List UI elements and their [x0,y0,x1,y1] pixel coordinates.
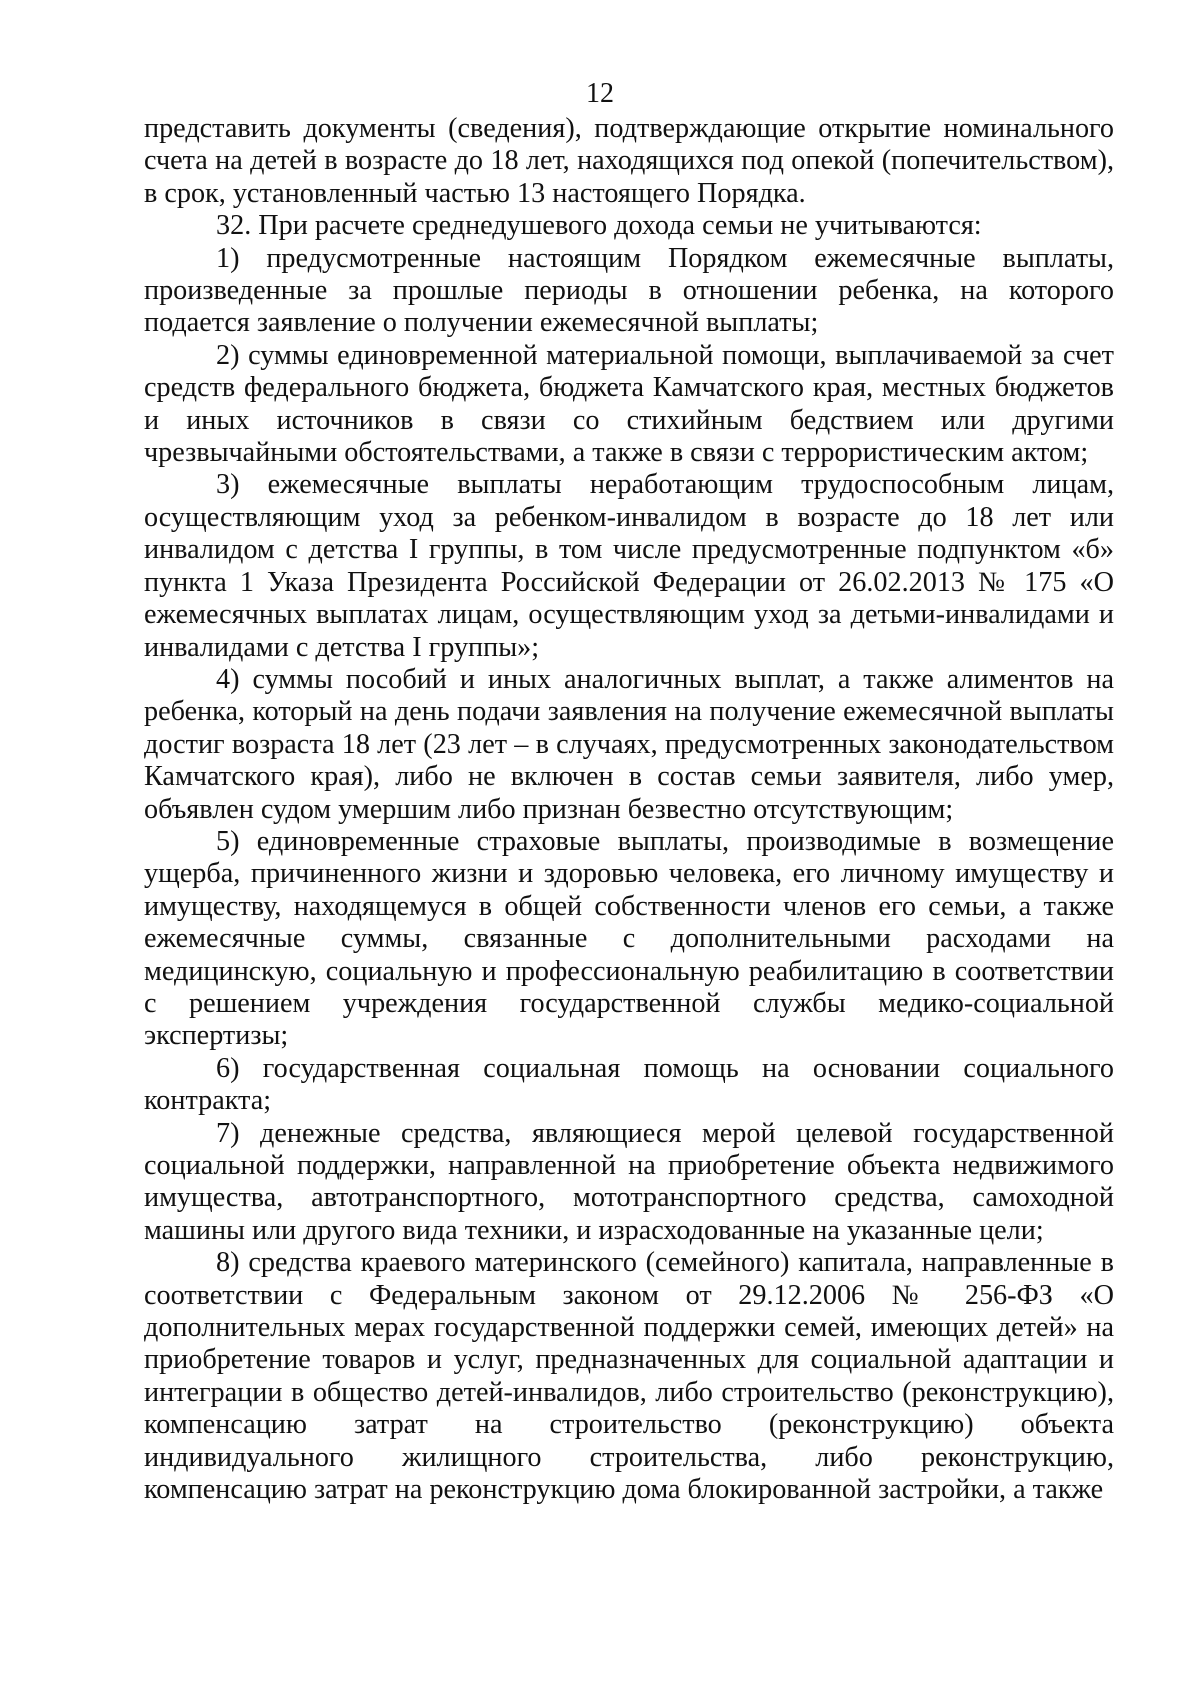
paragraph-item-2: 2) суммы единовременной материальной помощи, выплачиваемой за счет средств федерального бюджета, бюджета Камчатского края, местных бюджетов и иных источников в связи со стихийным бедствием или другими чрезвычайными обстоятельствами, а также в связи с террористическим актом; [144,339,1114,469]
paragraph-clause-32: 32. При расчете среднедушевого дохода семьи не учитываются: [216,210,982,242]
paragraph-item-8: 8) средства краевого материнского (семейного) капитала, направленные в соответствии с Федеральным законом от 29.12.2006 № 256-ФЗ «О дополнительных мерах государственной поддержки семей, имеющих детей» на приобретение товаров и услуг, предназначенных для социальной адаптации и интеграции в общество детей-инвалидов, либо строительство (реконструкцию), компенсацию затрат на строительство (реконструкцию) объекта индивидуального жилищного строительства, либо реконструкцию, компенсацию затрат на реконструкцию дома блокированной застройки, а также [144,1247,1114,1506]
paragraph-item-5: 5) единовременные страховые выплаты, производимые в возмещение ущерба, причиненного жизни и здоровью человека, его личному имуществу и имуществу, находящемуся в общей собственности членов его семьи, а также ежемесячные суммы, связанные с дополнительными расходами на медицинскую, социальную и профессиональную реабилитацию в соответствии с решением учреждения государственной службы медико-социальной экспертизы; [144,825,1114,1052]
page-number: 12 [586,78,614,109]
paragraph-continuation: представить документы (сведения), подтверждающие открытие номинального счета на детей в возрасте до 18 лет, находящихся под опекой (попечительством), в срок, установленный частью 13 настоящего Порядка. [144,113,1114,209]
paragraph-item-6: 6) государственная социальная помощь на основании социального контракта; [144,1052,1114,1117]
paragraph-item-3: 3) ежемесячные выплаты неработающим трудоспособным лицам, осуществляющим уход за ребенком-инвалидом в возрасте до 18 лет или инвалидом с детства I группы, в том числе предусмотренные подпунктом «б» пункта 1 Указа Президента Российской Федерации от 26.02.2013 № 175 «О ежемесячных выплатах лицам, осуществляющим уход за детьми-инвалидами и инвалидами с детства I группы»; [144,469,1114,663]
paragraph-item-4: 4) суммы пособий и иных аналогичных выплат, а также алиментов на ребенка, который на день подачи заявления на получение ежемесячной выплаты достиг возраста 18 лет (23 лет – в случаях, предусмотренных законодательством Камчатского края), либо не включен в состав семьи заявителя, либо умер, объявлен судом умершим либо признан безвестно отсутствующим; [144,663,1114,825]
paragraph-item-1: 1) предусмотренные настоящим Порядком ежемесячные выплаты, произведенные за прошлые периоды в отношении ребенка, на которого подается заявление о получении ежемесячной выплаты; [144,242,1114,339]
paragraph-item-7: 7) денежные средства, являющиеся мерой целевой государственной социальной поддержки, направленной на приобретение объекта недвижимого имущества, автотранспортного, мототранспортного средства, самоходной машины или другого вида техники, и израсходованные на указанные цели; [144,1117,1114,1246]
document-body [144,113,1114,1506]
